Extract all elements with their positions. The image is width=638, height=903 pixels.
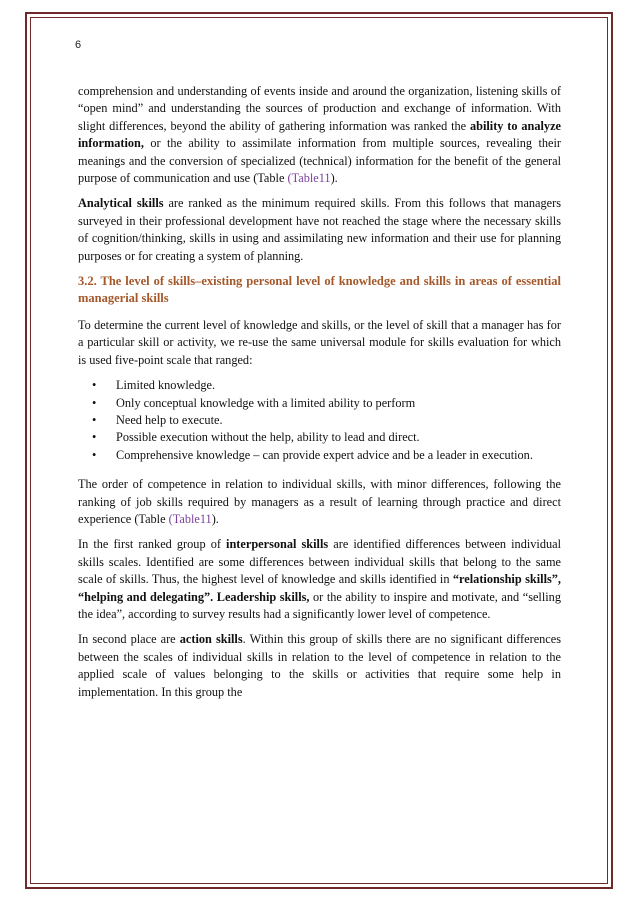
text-run: or the ability to assimilate information from multiple sources, revealing their meanings and the conversion of specialized (technical) information for the benefit of the general purpose of communication and use (Table (78, 136, 561, 186)
text-run: In second place are (78, 632, 180, 647)
paragraph-2 (78, 195, 561, 265)
bold-term: action skills (179, 632, 243, 647)
section-heading: 3.2. The level of skills–existing personal level of knowledge and skills in areas of essential managerial skills (78, 274, 561, 306)
list-item: • Comprehensive knowledge – can provide expert advice and be a leader in execution. (116, 447, 561, 464)
text-run: The order of competence in relation to individual skills, with minor differences, following the ranking of job skills required by managers as a result of learning through practice and direct experience (Table (78, 477, 561, 526)
text-run: In the first ranked group of (78, 537, 227, 552)
text-run: are identified differences between individual skills scales. Identified are some differences between individual skills that belong to the same scale of skills. Thus, the highest level of knowledge and skills identified in (78, 537, 562, 587)
bold-term: interpersonal skills (226, 537, 329, 552)
paragraph-6 (78, 631, 561, 701)
text-run: ). (211, 511, 219, 526)
paragraph-1 (78, 83, 561, 187)
bold-term: Analytical skills (78, 196, 164, 211)
text-run: or the ability to inspire and motivate, and “selling the idea”, according to survey results had a significantly lower level of competence. (78, 589, 561, 621)
text-run: . Within this group of skills there are no significant differences between the scales of individual skills in relation to the level of competence in relation to the applied scale of values belonging to the skills or activities that require some help in implementation. In this group the (78, 632, 562, 699)
text-run: ). (330, 171, 338, 186)
list-item: • Need help to execute. (116, 412, 561, 429)
bold-term: ability to analyze information, (78, 118, 561, 151)
list-item: • Possible execution without the help, ability to lead and direct. (116, 429, 561, 446)
list-item: • Only conceptual knowledge with a limited ability to perform (116, 395, 561, 412)
paragraph-4 (78, 476, 561, 528)
bullet-list (78, 377, 561, 464)
list-item: • Limited knowledge. (116, 377, 561, 394)
bold-term: “relationship skills”, “helping and delegating”. Leadership skills, (78, 572, 561, 604)
text-run: comprehension and understanding of events inside and around the organization, listening skills of “open mind” and understanding the sources of production and exchange of information. With slight differences, beyond the ability of gathering information was ranked the (78, 84, 561, 133)
page-number: 6 (75, 39, 82, 51)
paragraph-3: To determine the current level of knowledge and skills, or the level of skill that a manager has for a particular skill or activity, we re-use the same universal module for skills evaluation for which is used five-point scale that ranged: (78, 317, 561, 367)
table-link[interactable]: (Table11 (287, 171, 331, 186)
text-run: are ranked as the minimum required skills. From this follows that managers surveyed in their professional development have not reached the stage where the necessary skills of cognition/thinking, skills in using and assimilating new information and their use for planning purposes or for creating a system of planning. (78, 196, 561, 263)
table-link[interactable]: (Table11 (168, 511, 212, 526)
paragraph-5 (78, 536, 561, 623)
document-body (78, 83, 561, 709)
